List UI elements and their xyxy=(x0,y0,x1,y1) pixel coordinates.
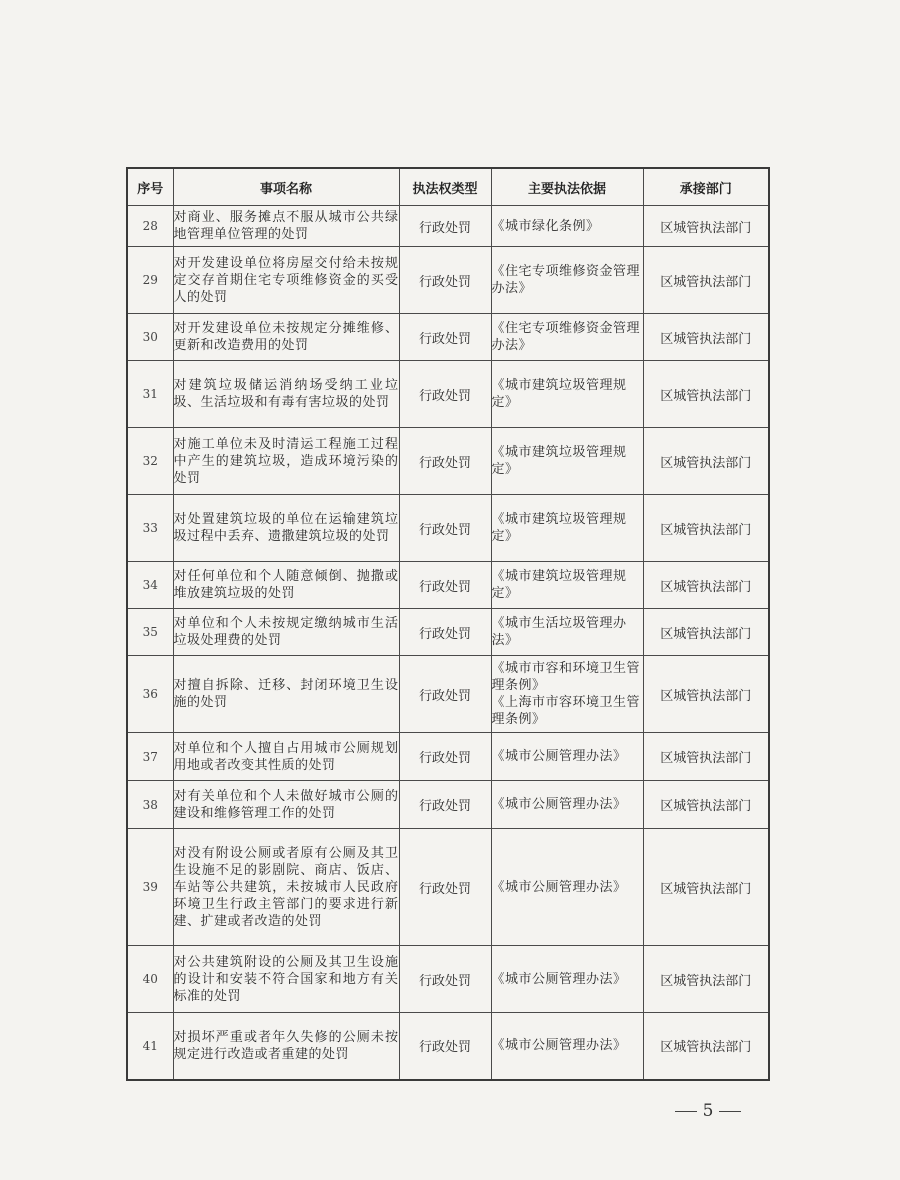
legal-basis-entry: 《城市建筑垃圾管理规定》 xyxy=(491,378,627,410)
receiving-department: 区城管执法部门 xyxy=(643,314,769,361)
row-number: 36 xyxy=(127,656,173,733)
legal-basis-entry: 《城市公厕管理办法》 xyxy=(491,749,627,764)
receiving-department: 区城管执法部门 xyxy=(643,1013,769,1080)
receiving-department: 区城管执法部门 xyxy=(643,829,769,946)
header-no: 序号 xyxy=(127,168,173,206)
enforcement-type: 行政处罚 xyxy=(399,562,491,609)
enforcement-type: 行政处罚 xyxy=(399,495,491,562)
row-number: 33 xyxy=(127,495,173,562)
enforcement-type: 行政处罚 xyxy=(399,314,491,361)
legal-basis xyxy=(491,781,643,829)
legal-basis-entry: 《上海市市容环境卫生管理条例》 xyxy=(491,695,641,727)
row-number: 38 xyxy=(127,781,173,829)
row-number: 29 xyxy=(127,247,173,314)
page-number xyxy=(668,1101,748,1121)
table-row xyxy=(127,314,769,361)
legal-basis-entry: 《城市公厕管理办法》 xyxy=(491,1038,627,1054)
legal-basis xyxy=(491,361,643,428)
legal-basis xyxy=(491,495,643,562)
legal-basis-entry: 《城市公厕管理办法》 xyxy=(491,971,627,987)
legal-basis-entry: 《城市建筑垃圾管理规定》 xyxy=(491,512,627,544)
row-number: 41 xyxy=(127,1013,173,1080)
enforcement-type: 行政处罚 xyxy=(399,946,491,1013)
table-row xyxy=(127,206,769,247)
legal-basis xyxy=(491,733,643,781)
receiving-department: 区城管执法部门 xyxy=(643,495,769,562)
enforcement-type: 行政处罚 xyxy=(399,829,491,946)
legal-basis-entry: 《住宅专项维修资金管理办法》 xyxy=(491,321,641,353)
enforcement-type: 行政处罚 xyxy=(399,733,491,781)
item-name: 对公共建筑附设的公厕及其卫生设施的设计和安装不符合国家和地方有关标准的处罚 xyxy=(173,946,399,1013)
item-name: 对擅自拆除、迁移、封闭环境卫生设施的处罚 xyxy=(173,656,399,733)
header-name: 事项名称 xyxy=(173,168,399,206)
receiving-department: 区城管执法部门 xyxy=(643,361,769,428)
legal-basis xyxy=(491,609,643,656)
item-name: 对单位和个人擅自占用城市公厕规划用地或者改变其性质的处罚 xyxy=(173,733,399,781)
legal-basis xyxy=(491,247,643,314)
table-row xyxy=(127,781,769,829)
enforcement-items-table xyxy=(126,167,770,1081)
receiving-department: 区城管执法部门 xyxy=(643,428,769,495)
header-basis: 主要执法依据 xyxy=(491,168,643,206)
item-name: 对开发建设单位将房屋交付给未按规定交存首期住宅专项维修资金的买受人的处罚 xyxy=(173,247,399,314)
receiving-department: 区城管执法部门 xyxy=(643,733,769,781)
table-row xyxy=(127,733,769,781)
row-number: 35 xyxy=(127,609,173,656)
header-dept: 承接部门 xyxy=(643,168,769,206)
enforcement-type: 行政处罚 xyxy=(399,361,491,428)
receiving-department: 区城管执法部门 xyxy=(643,781,769,829)
legal-basis xyxy=(491,656,643,733)
receiving-department: 区城管执法部门 xyxy=(643,656,769,733)
item-name: 对单位和个人未按规定缴纳城市生活垃圾处理费的处罚 xyxy=(173,609,399,656)
table-row xyxy=(127,829,769,946)
table-row xyxy=(127,609,769,656)
row-number: 30 xyxy=(127,314,173,361)
row-number: 37 xyxy=(127,733,173,781)
legal-basis xyxy=(491,946,643,1013)
legal-basis-entry: 《城市建筑垃圾管理规定》 xyxy=(491,569,627,601)
item-name: 对没有附设公厕或者原有公厕及其卫生设施不足的影剧院、商店、饭店、车站等公共建筑，未按城市人民政府环境卫生行政主管部门的要求进行新建、扩建或者改造的处罚 xyxy=(173,829,399,946)
legal-basis-entry: 《城市生活垃圾管理办法》 xyxy=(491,616,627,648)
item-name: 对处置建筑垃圾的单位在运输建筑垃圾过程中丢弃、遗撒建筑垃圾的处罚 xyxy=(173,495,399,562)
table-row xyxy=(127,562,769,609)
item-name: 对任何单位和个人随意倾倒、抛撒或堆放建筑垃圾的处罚 xyxy=(173,562,399,609)
legal-basis-entry: 《城市公厕管理办法》 xyxy=(491,797,627,812)
item-name: 对施工单位未及时清运工程施工过程中产生的建筑垃圾，造成环境污染的处罚 xyxy=(173,428,399,495)
row-number: 28 xyxy=(127,206,173,247)
enforcement-type: 行政处罚 xyxy=(399,1013,491,1080)
row-number: 34 xyxy=(127,562,173,609)
table-row xyxy=(127,656,769,733)
page-number-value: 5 xyxy=(702,1101,714,1121)
legal-basis xyxy=(491,1013,643,1080)
item-name: 对开发建设单位未按规定分摊维修、更新和改造费用的处罚 xyxy=(173,314,399,361)
receiving-department: 区城管执法部门 xyxy=(643,946,769,1013)
legal-basis xyxy=(491,562,643,609)
item-name: 对建筑垃圾储运消纳场受纳工业垃圾、生活垃圾和有毒有害垃圾的处罚 xyxy=(173,361,399,428)
row-number: 31 xyxy=(127,361,173,428)
legal-basis xyxy=(491,428,643,495)
receiving-department: 区城管执法部门 xyxy=(643,247,769,314)
row-number: 39 xyxy=(127,829,173,946)
legal-basis xyxy=(491,829,643,946)
page-number-dash-left xyxy=(675,1111,697,1112)
item-name: 对有关单位和个人未做好城市公厕的建设和维修管理工作的处罚 xyxy=(173,781,399,829)
legal-basis xyxy=(491,314,643,361)
table-row xyxy=(127,1013,769,1080)
table-row xyxy=(127,247,769,314)
table-row xyxy=(127,361,769,428)
enforcement-type: 行政处罚 xyxy=(399,656,491,733)
table-header-row xyxy=(127,168,769,206)
page-number-dash-right xyxy=(719,1111,741,1112)
receiving-department: 区城管执法部门 xyxy=(643,609,769,656)
enforcement-type: 行政处罚 xyxy=(399,609,491,656)
item-name: 对商业、服务摊点不服从城市公共绿地管理单位管理的处罚 xyxy=(173,206,399,247)
enforcement-type: 行政处罚 xyxy=(399,247,491,314)
header-type: 执法权类型 xyxy=(399,168,491,206)
legal-basis-entry: 《住宅专项维修资金管理办法》 xyxy=(491,264,641,296)
legal-basis xyxy=(491,206,643,247)
enforcement-type: 行政处罚 xyxy=(399,781,491,829)
table-row xyxy=(127,946,769,1013)
enforcement-type: 行政处罚 xyxy=(399,428,491,495)
legal-basis-entry: 《城市市容和环境卫生管理条例》 xyxy=(491,661,641,693)
legal-basis-entry: 《城市公厕管理办法》 xyxy=(491,879,627,895)
item-name: 对损坏严重或者年久失修的公厕未按规定进行改造或者重建的处罚 xyxy=(173,1013,399,1080)
table-row xyxy=(127,428,769,495)
legal-basis-entry: 《城市绿化条例》 xyxy=(491,218,600,234)
receiving-department: 区城管执法部门 xyxy=(643,206,769,247)
receiving-department: 区城管执法部门 xyxy=(643,562,769,609)
table-row xyxy=(127,495,769,562)
legal-basis-entry: 《城市建筑垃圾管理规定》 xyxy=(491,445,627,477)
enforcement-type: 行政处罚 xyxy=(399,206,491,247)
row-number: 32 xyxy=(127,428,173,495)
row-number: 40 xyxy=(127,946,173,1013)
